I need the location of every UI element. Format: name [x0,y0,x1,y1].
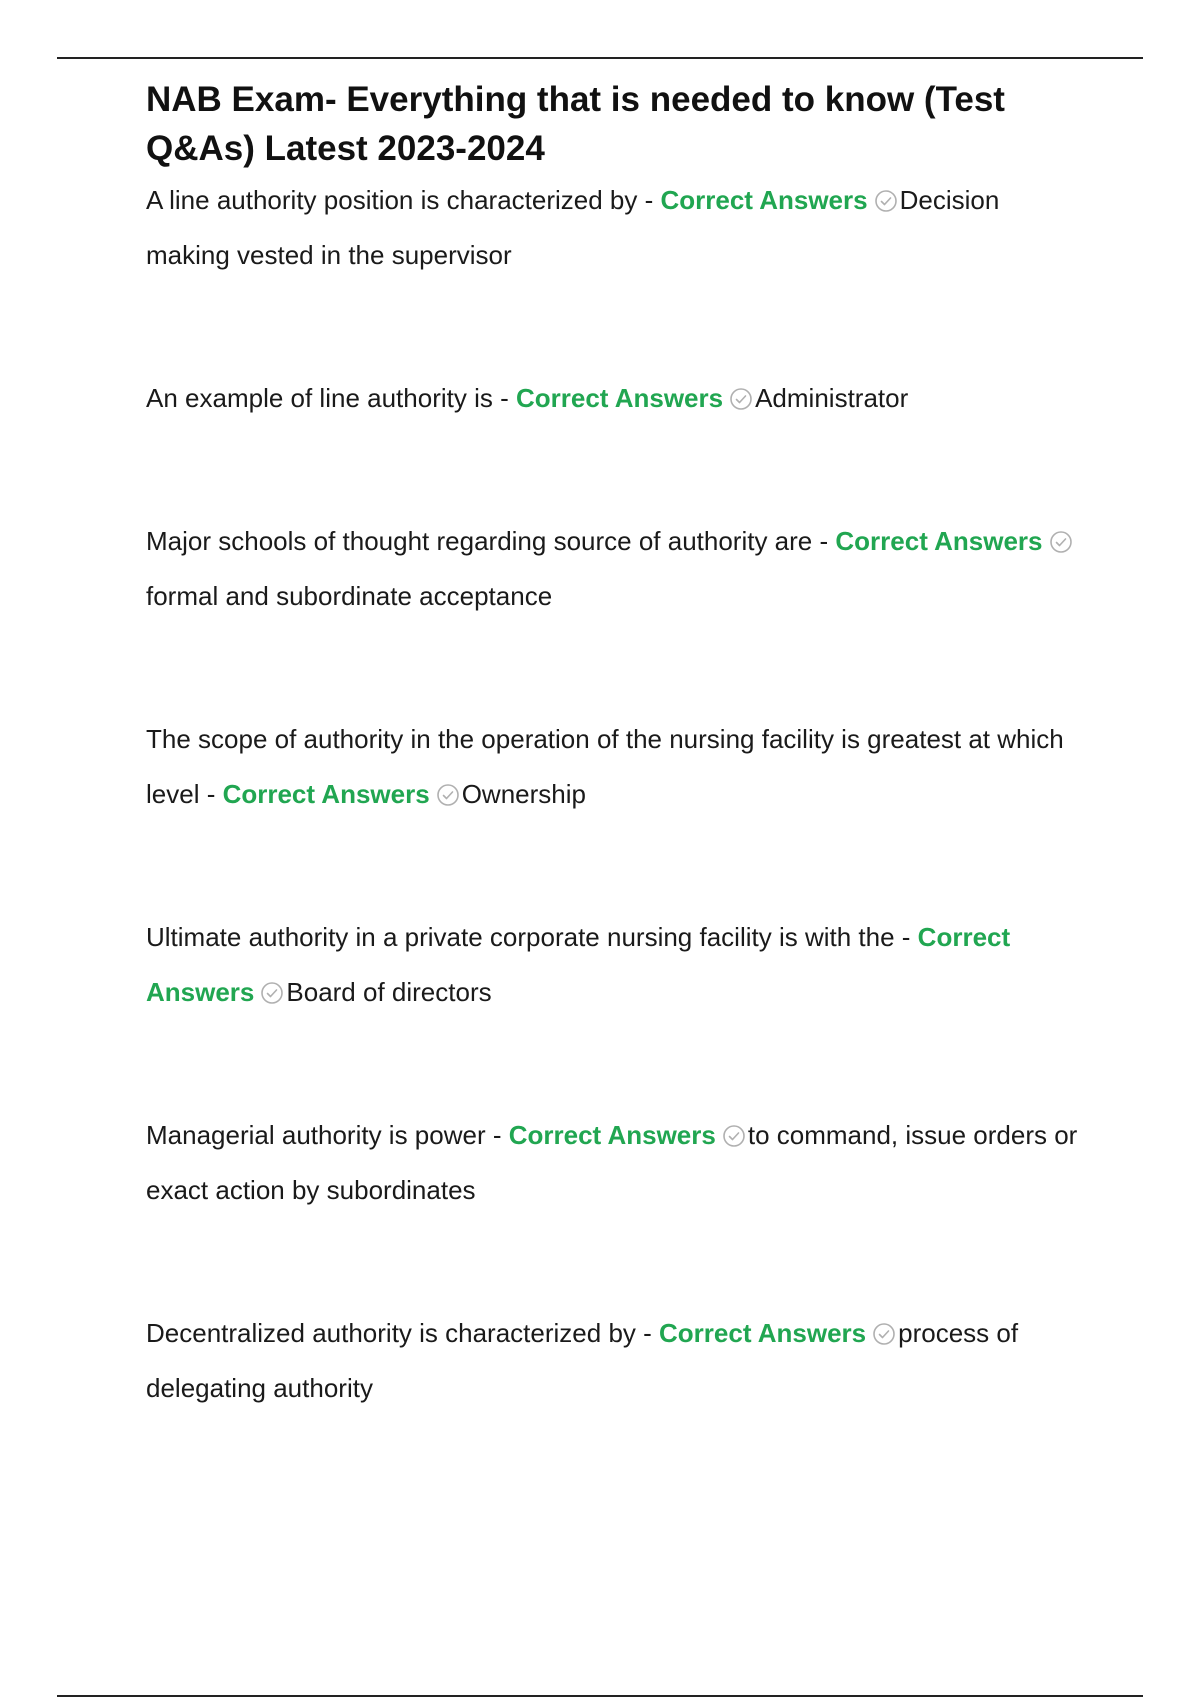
qa-item [146,1306,1086,1416]
correct-answers-label: Correct Answers [659,1318,867,1348]
correct-answers-label: Correct Answers [835,526,1043,556]
correct-answers-label: Correct Answers [222,779,430,809]
answer-text: Ownership [461,779,586,809]
question-text: The scope of authority in the operation of the nursing facility is greatest at which level - [146,724,1064,809]
question-text: Decentralized authority is characterized by - [146,1318,660,1348]
correct-answers-label: Correct Answers [660,185,868,215]
answer-text: formal and subordinate acceptance [146,581,553,611]
check-circle-icon [1049,530,1073,554]
qa-item [146,371,1086,426]
qa-item [146,1108,1086,1218]
check-circle-icon [874,189,898,213]
qa-list [146,173,1086,1416]
question-text: A line authority position is characterized by - [146,185,661,215]
check-circle-icon [872,1322,896,1346]
document-title: NAB Exam- Everything that is needed to know (Test Q&As) Latest 2023-2024 [146,80,1005,168]
qa-item [146,514,1086,624]
document-body [146,75,1086,1416]
answer-text: Administrator [755,383,909,413]
qa-item [146,910,1086,1020]
qa-item [146,173,1086,283]
question-text: Major schools of thought regarding source of authority are - [146,526,836,556]
answer-text: Decision making vested in the supervisor [146,185,1000,270]
bottom-rule [57,1695,1143,1697]
qa-item [146,712,1086,822]
question-text: An example of line authority is - [146,383,516,413]
answer-text: to command, issue orders or exact action by subordinates [146,1120,1078,1205]
answer-text: Board of directors [286,977,492,1007]
correct-answers-label: Correct Answers [515,383,724,413]
correct-answers-label: Correct Answers [146,922,1011,1007]
check-circle-icon [722,1124,746,1148]
check-circle-icon [260,981,284,1005]
answer-text: process of delegating authority [146,1318,1019,1403]
question-text: Ultimate authority in a private corporate nursing facility is with the - [146,922,918,952]
top-rule [57,57,1143,59]
check-circle-icon [729,387,753,411]
check-circle-icon [436,783,460,807]
correct-answers-label: Correct Answers [508,1120,716,1150]
question-text: Managerial authority is power - [146,1120,509,1150]
